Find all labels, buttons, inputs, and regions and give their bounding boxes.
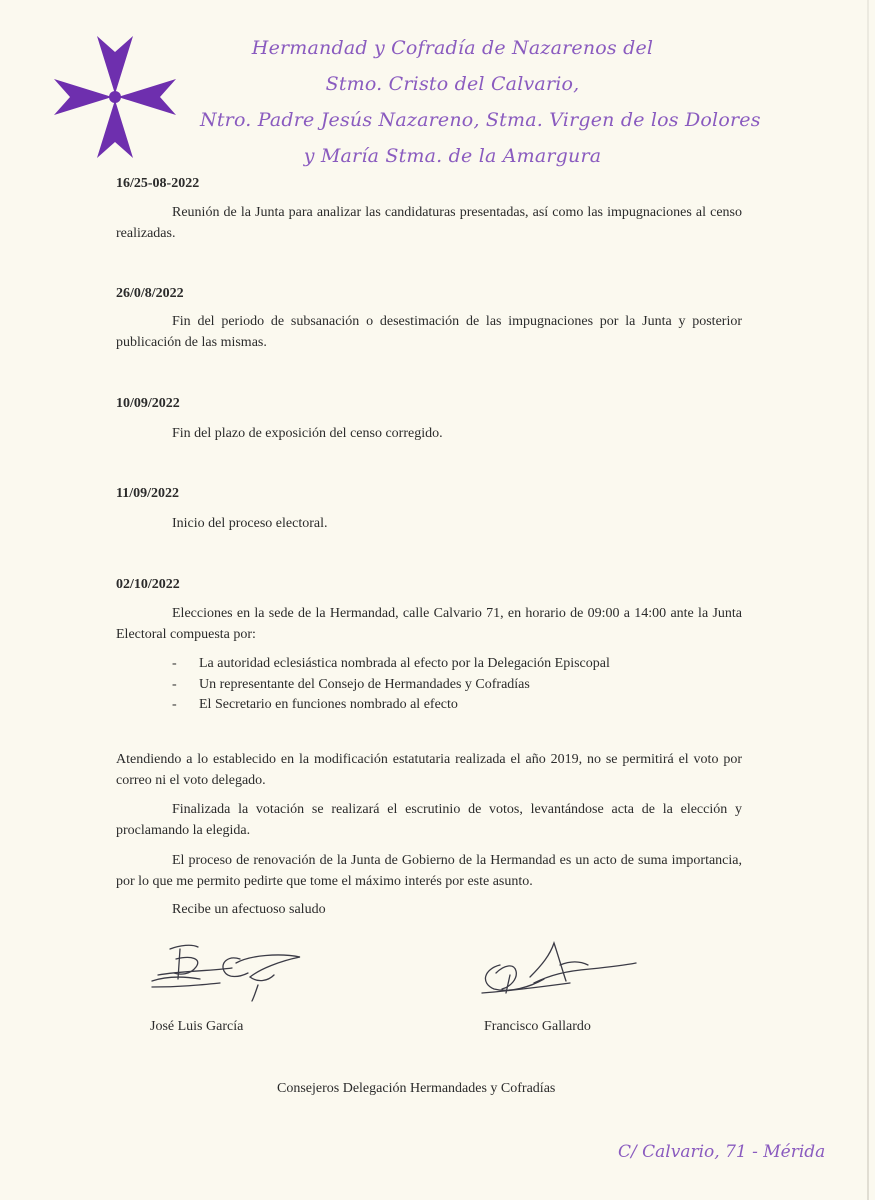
schedule-date: 02/10/2022 [116,577,180,592]
schedule-date: 16/25-08-2022 [116,176,200,191]
electoral-committee-list [172,654,610,716]
signature-francisco-gallardo [470,935,645,1005]
page-edge [867,0,869,1200]
signatory-name: José Luis García [150,1019,244,1034]
list-item: - Un representante del Consejo de Hermandades y Cofradías [172,676,530,692]
signature-jose-luis-garcia [140,935,315,1005]
signatory-name: Francisco Gallardo [484,1019,591,1034]
schedule-text: Fin del periodo de subsanación o desestimación de las impugnaciones por la Junta y posterior publicación de las mismas. [116,314,742,350]
schedule-text: Fin del plazo de exposición del censo corregido. [172,426,443,441]
list-item: - El Secretario en funciones nombrado al efecto [172,697,458,712]
brotherhood-title [200,30,761,174]
title-line: y María Stma. de la Amargura [303,145,602,167]
schedule-date: 10/09/2022 [116,396,180,411]
schedule-text: Elecciones en la sede de la Hermandad, calle Calvario 71, en horario de 09:00 a 14:00 ante la Junta Electoral compuesta por: [116,606,742,642]
council-label: Consejeros Delegación Hermandades y Cofradías [277,1081,556,1096]
schedule-date: 11/09/2022 [116,486,180,501]
greeting: Recibe un afectuoso saludo [172,902,326,917]
title-line: Stmo. Cristo del Calvario, [325,73,580,95]
title-line: Ntro. Padre Jesús Nazareno, Stma. Virgen de los Dolores [200,109,761,131]
schedule-text: Inicio del proceso electoral. [172,516,328,531]
list-item: - La autoridad eclesiástica nombrada al efecto por la Delegación Episcopal [172,656,610,671]
title-line: Hermandad y Cofradía de Nazarenos del [251,37,654,59]
maltese-cross-icon [52,32,178,162]
closing-paragraph: Atendiendo a lo establecido en la modificación estatutaria realizada el año 2019, no se permitirá el voto por correo ni el voto delegado. [116,752,742,788]
closing-paragraph: Finalizada la votación se realizará el escrutinio de votos, levantándose acta de la elección y proclamando la elegida. [116,802,742,838]
footer-address: C/ Calvario, 71 - Mérida [618,1142,826,1162]
closing-paragraph: El proceso de renovación de la Junta de Gobierno de la Hermandad es un acto de suma importancia, por lo que me permito pedirte que tome el máximo interés por este asunto. [116,853,742,889]
schedule-date: 26/0/8/2022 [116,286,184,301]
schedule-text: Reunión de la Junta para analizar las candidaturas presentadas, así como las impugnaciones al censo realizadas. [116,205,742,241]
